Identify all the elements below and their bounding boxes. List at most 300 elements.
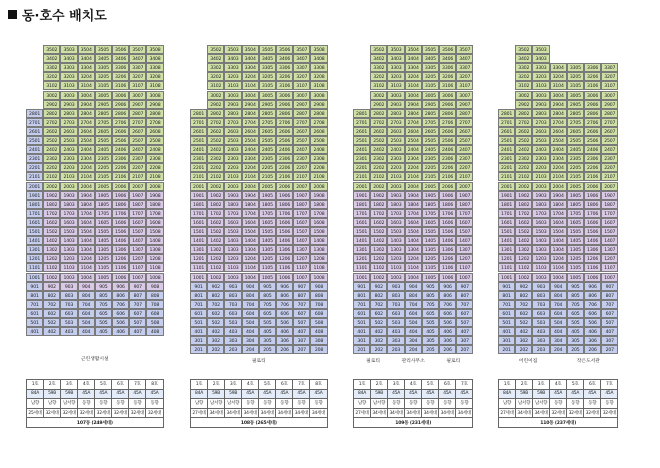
unit-cell: 605 [567, 309, 584, 318]
unit-cell: 2907 [456, 100, 473, 109]
unit-cell: 3503 [60, 45, 77, 54]
type-cell-type: 45A [584, 389, 601, 399]
unit-cell: 503 [224, 318, 241, 327]
type-cell-units: 32세대 [61, 408, 78, 418]
unit-cell: 1206 [439, 254, 456, 263]
unit-cell: 1204 [78, 254, 95, 263]
unit-cell: 605 [422, 309, 439, 318]
unit-cell: 1701 [26, 209, 43, 218]
unit-cell: 804 [550, 291, 567, 300]
unit-type-table [353, 379, 473, 428]
type-cell-type: 59B [371, 389, 388, 399]
unit-cell: 1907 [456, 191, 473, 200]
unit-cell: 2503 [532, 136, 549, 145]
unit-cell: 1208 [146, 254, 163, 263]
unit-cell: 1402 [515, 236, 532, 245]
unit-cell: 1702 [43, 209, 60, 218]
unit-cell: 1302 [370, 245, 387, 254]
unit-cell: 606 [584, 309, 601, 318]
unit-cell: 3004 [405, 91, 422, 100]
facility-label: 근린생활시설 [80, 357, 109, 363]
unit-cell: 2908 [310, 100, 327, 109]
unit-cell: 2003 [532, 182, 549, 191]
unit-cell: 905 [95, 282, 112, 291]
unit-cell: 2401 [26, 145, 43, 154]
unit-cell: 3003 [387, 91, 404, 100]
unit-cell: 503 [532, 318, 549, 327]
unit-cell: 407 [293, 327, 310, 336]
unit-cell: 2007 [601, 182, 618, 191]
unit-cell: 3205 [422, 72, 439, 81]
unit-cell: 1405 [259, 236, 276, 245]
unit-cell: 1302 [515, 245, 532, 254]
unit-cell: 2408 [310, 145, 327, 154]
type-cell-units: 34세대 [388, 408, 405, 418]
unit-cell: 1405 [422, 236, 439, 245]
unit-cell: 2604 [550, 127, 567, 136]
unit-cell: 1603 [532, 218, 549, 227]
unit-cell: 404 [550, 327, 567, 336]
unit-cell: 705 [95, 300, 112, 309]
unit-cell: 2503 [60, 136, 77, 145]
unit-cell: 2804 [550, 109, 567, 118]
type-cell-units: 34세대 [422, 408, 439, 418]
unit-cell: 804 [405, 291, 422, 300]
type-cell-line: 2호 [44, 380, 61, 390]
unit-cell: 3502 [370, 45, 387, 54]
unit-cell: 2605 [567, 127, 584, 136]
unit-cell: 1201 [190, 254, 207, 263]
type-row-type [354, 389, 473, 399]
unit-cell: 2202 [515, 163, 532, 172]
unit-cell: 1503 [224, 227, 241, 236]
unit-cell: 3307 [293, 63, 310, 72]
unit-cell: 1701 [353, 209, 370, 218]
type-cell-dir: 동향 [584, 399, 601, 409]
unit-cell: 1803 [224, 200, 241, 209]
unit-cell: 1401 [190, 236, 207, 245]
unit-cell: 704 [78, 300, 95, 309]
unit-cell: 2206 [112, 163, 129, 172]
unit-cell: 503 [60, 318, 77, 327]
unit-cell: 2401 [353, 145, 370, 154]
unit-cell: 405 [567, 327, 584, 336]
unit-cell: 3303 [60, 63, 77, 72]
unit-cell: 1804 [550, 200, 567, 209]
unit-cell: 1606 [584, 218, 601, 227]
unit-cell: 1401 [353, 236, 370, 245]
unit-cell: 3002 [43, 91, 60, 100]
unit-cell: 2905 [95, 100, 112, 109]
unit-cell: 1801 [498, 200, 515, 209]
type-cell-type: 45A [95, 389, 112, 399]
unit-cell: 3405 [422, 54, 439, 63]
unit-cell: 2705 [422, 118, 439, 127]
unit-cell: 1908 [310, 191, 327, 200]
unit-cell: 2303 [60, 154, 77, 163]
unit-cell: 602 [207, 309, 224, 318]
unit-cell: 2502 [370, 136, 387, 145]
unit-cell: 2407 [601, 145, 618, 154]
unit-cell: 603 [224, 309, 241, 318]
unit-cell: 2506 [112, 136, 129, 145]
unit-cell: 2805 [422, 109, 439, 118]
unit-cell: 3304 [550, 63, 567, 72]
unit-cell: 2602 [207, 127, 224, 136]
unit-cell: 2504 [242, 136, 259, 145]
type-cell-units: 32세대 [584, 408, 601, 418]
unit-cell: 1201 [26, 254, 43, 263]
unit-cell: 1103 [532, 263, 549, 272]
unit-cell: 2501 [26, 136, 43, 145]
unit-cell: 1606 [439, 218, 456, 227]
unit-cell: 2005 [259, 182, 276, 191]
unit-cell: 2805 [567, 109, 584, 118]
bullet-square-icon [8, 10, 17, 19]
unit-cell: 205 [259, 345, 276, 354]
unit-cell: 2103 [387, 172, 404, 181]
unit-cell: 1108 [146, 263, 163, 272]
unit-cell: 301 [498, 336, 515, 345]
unit-cell: 1401 [26, 236, 43, 245]
unit-cell: 2608 [310, 127, 327, 136]
unit-cell: 3503 [532, 45, 549, 54]
unit-cell: 2407 [293, 145, 310, 154]
unit-cell: 1408 [310, 236, 327, 245]
unit-cell: 907 [293, 282, 310, 291]
unit-cell: 603 [60, 309, 77, 318]
type-cell-dir: 동향 [567, 399, 584, 409]
type-cell-units: 34세대 [276, 408, 293, 418]
unit-cell: 2206 [276, 163, 293, 172]
unit-cell: 206 [439, 345, 456, 354]
unit-cell: 208 [310, 345, 327, 354]
unit-cell: 1703 [387, 209, 404, 218]
unit-cell: 703 [224, 300, 241, 309]
unit-cell: 1103 [60, 263, 77, 272]
type-cell-units: 34세대 [533, 408, 550, 418]
unit-cell: 2505 [567, 136, 584, 145]
unit-cell: 2707 [293, 118, 310, 127]
unit-cell: 2006 [584, 182, 601, 191]
unit-cell: 1902 [370, 191, 387, 200]
unit-cell: 1401 [498, 236, 515, 245]
type-cell-type: 45A [129, 389, 146, 399]
unit-cell: 701 [498, 300, 515, 309]
unit-cell: 1904 [78, 191, 95, 200]
unit-cell: 2804 [405, 109, 422, 118]
type-row-units [354, 408, 473, 418]
unit-cell: 1106 [112, 263, 129, 272]
unit-cell: 2102 [370, 172, 387, 181]
unit-cell: 2801 [190, 109, 207, 118]
unit-cell: 1306 [584, 245, 601, 254]
unit-cell: 1704 [405, 209, 422, 218]
type-cell-type: 84A [27, 389, 44, 399]
type-cell-dir: 동향 [293, 399, 310, 409]
unit-cell: 903 [224, 282, 241, 291]
unit-cell: 2105 [567, 172, 584, 181]
unit-cell: 2108 [310, 172, 327, 181]
unit-cell: 1603 [60, 218, 77, 227]
unit-cell: 2701 [26, 118, 43, 127]
unit-cell: 906 [584, 282, 601, 291]
unit-cell: 1202 [207, 254, 224, 263]
type-cell-line: 3호 [225, 380, 242, 390]
unit-cell: 2102 [207, 172, 224, 181]
unit-cell: 2308 [310, 154, 327, 163]
unit-cell: 2003 [224, 182, 241, 191]
unit-cell: 2307 [601, 154, 618, 163]
unit-cell: 2302 [515, 154, 532, 163]
unit-cell: 3402 [207, 54, 224, 63]
unit-cell: 601 [190, 309, 207, 318]
unit-cell: 3107 [456, 81, 473, 90]
unit-cell: 3202 [43, 72, 60, 81]
unit-cell: 1104 [242, 263, 259, 272]
unit-cell: 1506 [584, 227, 601, 236]
unit-cell: 1006 [584, 273, 601, 282]
unit-cell: 2601 [498, 127, 515, 136]
unit-cell: 2101 [190, 172, 207, 181]
unit-cell: 1706 [584, 209, 601, 218]
type-cell-line: 4호 [550, 380, 567, 390]
unit-cell: 2103 [224, 172, 241, 181]
unit-cell: 2803 [224, 109, 241, 118]
unit-cell: 2001 [498, 182, 515, 191]
unit-cell: 2605 [259, 127, 276, 136]
unit-cell: 703 [532, 300, 549, 309]
type-cell-type: 59B [61, 389, 78, 399]
unit-cell: 802 [43, 291, 60, 300]
unit-cell: 2504 [78, 136, 95, 145]
unit-cell: 405 [422, 327, 439, 336]
unit-cell: 901 [498, 282, 515, 291]
unit-cell: 1802 [43, 200, 60, 209]
unit-cell: 2308 [146, 154, 163, 163]
unit-cell: 1301 [26, 245, 43, 254]
type-row-dir [499, 399, 618, 409]
type-row-line [499, 380, 618, 390]
unit-cell: 204 [242, 345, 259, 354]
building-caption-row [27, 418, 164, 428]
unit-cell: 406 [584, 327, 601, 336]
unit-cell: 3102 [43, 81, 60, 90]
unit-cell: 3207 [293, 72, 310, 81]
unit-cell: 1402 [370, 236, 387, 245]
unit-cell: 1803 [532, 200, 549, 209]
unit-cell: 905 [422, 282, 439, 291]
unit-cell: 1306 [439, 245, 456, 254]
unit-cell: 2401 [190, 145, 207, 154]
unit-cell: 1208 [310, 254, 327, 263]
unit-cell: 2006 [276, 182, 293, 191]
unit-cell: 506 [112, 318, 129, 327]
unit-cell: 2402 [207, 145, 224, 154]
unit-cell: 1406 [439, 236, 456, 245]
unit-cell: 708 [146, 300, 163, 309]
unit-cell: 206 [276, 345, 293, 354]
unit-cell: 3102 [515, 81, 532, 90]
unit-cell: 1707 [456, 209, 473, 218]
unit-cell: 1407 [456, 236, 473, 245]
type-cell-type: 45A [422, 389, 439, 399]
unit-cell: 3406 [439, 54, 456, 63]
unit-cell: 3003 [60, 91, 77, 100]
unit-cell: 1906 [584, 191, 601, 200]
unit-cell: 1901 [498, 191, 515, 200]
unit-cell: 1001 [498, 273, 515, 282]
unit-cell: 1102 [43, 263, 60, 272]
unit-cell: 1201 [353, 254, 370, 263]
unit-cell: 3504 [78, 45, 95, 54]
unit-cell: 3507 [293, 45, 310, 54]
unit-cell: 1001 [26, 273, 43, 282]
unit-cell: 3102 [207, 81, 224, 90]
unit-cell: 2106 [584, 172, 601, 181]
unit-cell: 2501 [498, 136, 515, 145]
unit-cell: 2203 [532, 163, 549, 172]
unit-cell: 1905 [259, 191, 276, 200]
unit-cell: 2402 [515, 145, 532, 154]
unit-cell: 2303 [224, 154, 241, 163]
unit-cell: 1706 [439, 209, 456, 218]
unit-cell: 2208 [310, 163, 327, 172]
unit-cell: 2507 [129, 136, 146, 145]
unit-cell: 406 [276, 327, 293, 336]
type-cell-dir: 동향 [95, 399, 112, 409]
unit-cell: 406 [439, 327, 456, 336]
unit-cell: 906 [276, 282, 293, 291]
unit-cell: 307 [293, 336, 310, 345]
unit-cell: 1106 [276, 263, 293, 272]
facility-label: 작은도서관 [576, 359, 600, 365]
unit-cell: 803 [60, 291, 77, 300]
unit-cell: 2504 [405, 136, 422, 145]
unit-cell: 3104 [242, 81, 259, 90]
unit-cell: 2803 [60, 109, 77, 118]
unit-cell: 1905 [95, 191, 112, 200]
unit-cell: 3408 [310, 54, 327, 63]
unit-cell: 807 [456, 291, 473, 300]
type-cell-type: 45A [276, 389, 293, 399]
unit-cell: 1603 [224, 218, 241, 227]
type-cell-units: 34세대 [439, 408, 456, 418]
unit-cell: 3105 [259, 81, 276, 90]
unit-cell: 805 [259, 291, 276, 300]
unit-cell: 2706 [584, 118, 601, 127]
unit-cell: 3507 [129, 45, 146, 54]
unit-cell: 3506 [439, 45, 456, 54]
unit-cell: 2806 [439, 109, 456, 118]
unit-cell: 3307 [129, 63, 146, 72]
unit-cell: 901 [190, 282, 207, 291]
unit-cell: 1804 [242, 200, 259, 209]
unit-cell: 1001 [353, 273, 370, 282]
type-cell-units: 25세대 [27, 408, 44, 418]
type-cell-units: 34세대 [225, 408, 242, 418]
unit-cell: 3104 [78, 81, 95, 90]
unit-cell: 1402 [207, 236, 224, 245]
unit-cell: 1907 [601, 191, 618, 200]
unit-cell: 1008 [146, 273, 163, 282]
unit-cell: 304 [550, 336, 567, 345]
unit-cell: 1605 [567, 218, 584, 227]
unit-cell: 3504 [405, 45, 422, 54]
unit-cell: 707 [293, 300, 310, 309]
type-cell-type: 45A [78, 389, 95, 399]
unit-cell: 1903 [387, 191, 404, 200]
type-cell-line: 3호 [533, 380, 550, 390]
unit-cell: 807 [601, 291, 618, 300]
unit-cell: 804 [78, 291, 95, 300]
unit-cell: 1702 [515, 209, 532, 218]
unit-cell: 2604 [405, 127, 422, 136]
unit-cell: 1201 [498, 254, 515, 263]
unit-cell: 1303 [532, 245, 549, 254]
unit-cell: 1008 [310, 273, 327, 282]
unit-cell: 2704 [405, 118, 422, 127]
unit-cell: 3007 [293, 91, 310, 100]
unit-cell: 2106 [439, 172, 456, 181]
type-cell-line: 6호 [439, 380, 456, 390]
unit-cell: 706 [584, 300, 601, 309]
unit-cell: 1202 [43, 254, 60, 263]
unit-cell: 3305 [422, 63, 439, 72]
unit-cell: 2506 [276, 136, 293, 145]
unit-cell: 1005 [422, 273, 439, 282]
unit-cell: 1808 [146, 200, 163, 209]
unit-cell: 2608 [146, 127, 163, 136]
unit-cell: 2704 [242, 118, 259, 127]
unit-cell: 1806 [276, 200, 293, 209]
unit-cell: 3403 [224, 54, 241, 63]
unit-cell: 3002 [370, 91, 387, 100]
unit-cell: 404 [242, 327, 259, 336]
unit-cell: 3203 [532, 72, 549, 81]
unit-cell: 1501 [353, 227, 370, 236]
unit-cell: 306 [584, 336, 601, 345]
unit-cell: 1902 [43, 191, 60, 200]
unit-cell: 1708 [310, 209, 327, 218]
unit-cell: 207 [601, 345, 618, 354]
unit-cell: 1804 [405, 200, 422, 209]
unit-cell: 303 [532, 336, 549, 345]
unit-cell: 507 [129, 318, 146, 327]
type-cell-line: 4호 [242, 380, 259, 390]
unit-cell: 3505 [259, 45, 276, 54]
unit-cell: 301 [190, 336, 207, 345]
unit-cell: 1205 [95, 254, 112, 263]
unit-cell: 2105 [422, 172, 439, 181]
unit-cell: 704 [405, 300, 422, 309]
type-cell-type: 45A [146, 389, 163, 399]
unit-cell: 1207 [601, 254, 618, 263]
unit-cell: 907 [601, 282, 618, 291]
unit-cell: 2006 [439, 182, 456, 191]
unit-cell: 3004 [550, 91, 567, 100]
unit-cell: 708 [310, 300, 327, 309]
unit-cell: 304 [242, 336, 259, 345]
type-cell-line: 1호 [27, 380, 44, 390]
type-cell-dir: 동향 [439, 399, 456, 409]
unit-cell: 1806 [112, 200, 129, 209]
unit-cell: 1605 [95, 218, 112, 227]
type-cell-units: 27세대 [191, 408, 208, 418]
unit-cell: 604 [405, 309, 422, 318]
unit-cell: 3406 [112, 54, 129, 63]
unit-cell: 1805 [95, 200, 112, 209]
